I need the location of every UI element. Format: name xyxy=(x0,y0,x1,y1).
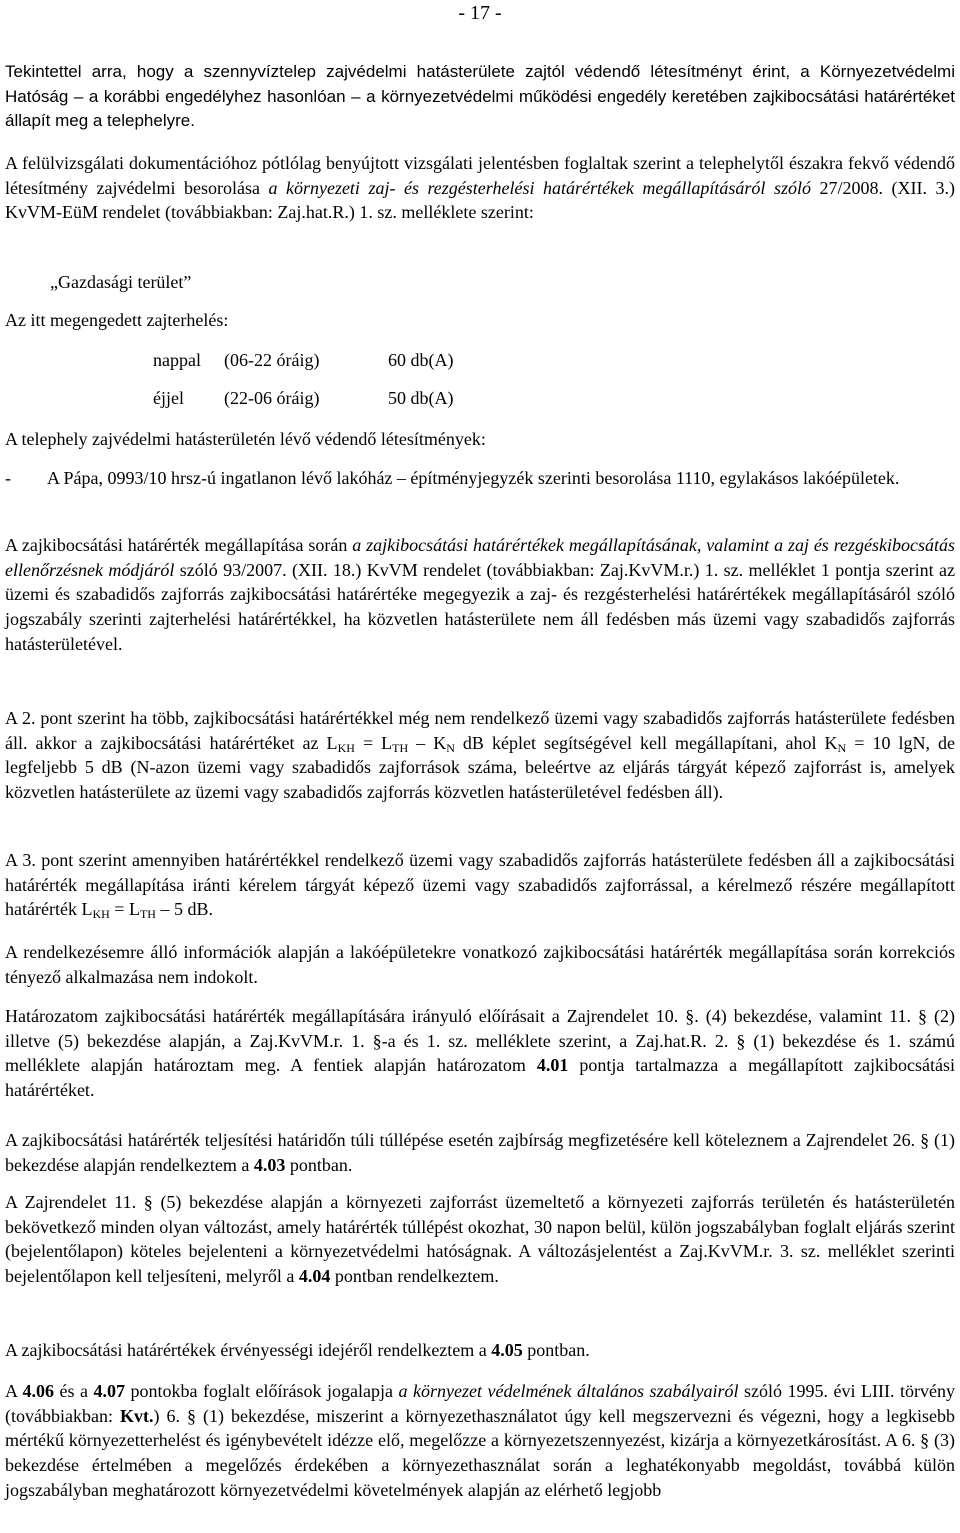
paragraph-4: A zajkibocsátási határérték megállapítása során a zajkibocsátási határértékek megállapításának, valamint a zaj és rezgéskibocsátás ellenőrzésnek módjáról szóló 93/2007. (XII. 18.) KvVM rendelet (továbbiakban: Zaj.KvVM.r.) 1. sz. melléklet 1 pontja szerint az üzemi és szabadidős zajforrás zajkibocsátási határértéke megegyezik a zaj- és rezgésterhelési határértékek megállapításáról szóló jogszabály szerinti zajterhelési határértékkel, ha közvetlen hatásterülete nem áll fedésben más üzemi vagy szabadidős zajforrás hatásterületével. xyxy=(5,535,956,654)
protected-title: A telephely zajvédelmi hatásterületén lévő védendő létesítmények: xyxy=(5,429,486,449)
limit-period: éjjel xyxy=(153,388,184,408)
paragraph-1: Tekintettel arra, hogy a szennyvíztelep zajvédelmi hatásterülete zajtól védendő létesítményt érint, a Környezetvédelmi Hatóság – a korábbi engedélyhez hasonlóan – a környezetvédelmi működési engedély keretében zajkibocsátási határértéket állapít meg a telephelyre. xyxy=(5,62,955,131)
paragraph-9: A zajkibocsátási határérték teljesítési határidőn túli túllépése esetén zajbírság megfizetésére kell köteleznem a Zajrendelet 26. § (1) bekezdése alapján rendelkeztem a 4.03 pontban. xyxy=(5,1130,955,1175)
page-number: - 17 - xyxy=(458,2,502,24)
paragraph-11: A zajkibocsátási határértékek érvényességi idejéről rendelkeztem a 4.05 pontban. xyxy=(5,1340,590,1360)
paragraph-2: A felülvizsgálati dokumentációhoz pótlólag benyújtott vizsgálati jelentésben foglaltak szerint a telephelytől északra fekvő védendő létesítmény zajvédelmi besorolása a környezeti zaj- és rezgésterhelési határértékek megállapításáról szóló 27/2008. (XII. 3.) KvVM-EüM rendelet (továbbiakban: Zaj.hat.R.) 1. sz. melléklete szerint: xyxy=(5,153,955,223)
paragraph-5: A 2. pont szerint ha több, zajkibocsátási határértékkel még nem rendelkező üzemi vagy szabadidős zajforrás hatásterülete fedésben áll. akkor a zajkibocsátási határértéket az $L_{KH} = L_{TH} - K_N$ dB képlet segítségével kell megállapítani, ahol $K_N = 10$ lgN, de legfeljebb 5 dB (N-azon üzemi vagy szabadidős zajforrások száma, beleértve az eljárás tárgyát képező zajforrást is, amelyek közvetlen hatásterülete az üzemi vagy szabadidős zajforrás közvetlen hatásterületével fedésben áll). xyxy=(5,708,956,803)
paragraph-8: Határozatom zajkibocsátási határérték megállapítására irányuló előírásait a Zajrendelet 10. §. (4) bekezdése, valamint 11. § (2) illetve (5) bekezdése alapján, a Zaj.KvVM.r. 1. §-a és 1. sz. melléklete szerint, a Zaj.hat.R. 2. § (1) bekezdése és 1. számú melléklete alapján határoztam meg. A fentiek alapján határozatom 4.01 pontja tartalmazza a megállapított zajkibocsátási határértéket. xyxy=(5,1006,955,1101)
bullet-text: A Pápa, 0993/10 hrsz-ú ingatlanon lévő lakóház – építményjegyzék szerinti besorolása 1110, egylakásos lakóépületek. xyxy=(47,468,900,488)
limit-hours: (06-22 óráig) xyxy=(224,350,320,370)
limit-value: 60 db(A) xyxy=(388,350,454,370)
paragraph-6: A 3. pont szerint amennyiben határértékkel rendelkező üzemi vagy szabadidős zajforrás hatásterülete fedésben áll a zajkibocsátási határérték megállapítása iránti kérelem tárgyát képező üzemi vagy szabadidős zajforrással, a kérelmező részére megállapított határérték $L_{KH} = L_{TH} - 5$ dB. xyxy=(5,850,955,922)
paragraph-12: A 4.06 és a 4.07 pontokba foglalt előírások jogalapja a környezet védelmének általános szabályairól szóló 1995. évi LIII. törvény (továbbiakban: Kvt.) 6. § (1) bekezdése, miszerint a környezethasználatot úgy kell megszervezni és végezni, hogy a legkisebb mértékű környezetterhelést és igénybevételt idézze elő, megelőzze a környezetszennyezést, kizárja a környezetkárosítást. A 6. § (3) bekezdése értelmében a megelőzés érdekében a környezethasználat során a leghatékonyabb megoldást, továbbá külön jogszabályban meghatározott környezetvédelmi követelmények alapján az elérhető legjobb xyxy=(5,1381,955,1500)
bullet-dash: - xyxy=(5,468,11,488)
limit-period: nappal xyxy=(153,350,201,370)
zone-name: „Gazdasági terület” xyxy=(50,272,192,292)
paragraph-7: A rendelkezésemre álló információk alapján a lakóépületekre vonatkozó zajkibocsátási határérték megállapítása során korrekciós tényező alkalmazása nem indokolt. xyxy=(5,942,955,987)
paragraph-10: A Zajrendelet 11. § (5) bekezdése alapján a környezeti zajforrást üzemeltető a környezeti zajforrás területén és hatásterületén bekövetkező minden olyan változást, amely határérték túllépést okozhat, 30 napon belül, külön jogszabályban foglalt eljárás szerint (bejelentőlapon) köteles bejelenteni a környezetvédelmi hatóságnak. A változásjelentést a Zaj.KvVM.r. 3. sz. melléklet szerinti bejelentőlapon kell teljesíteni, melyről a 4.04 pontban rendelkeztem. xyxy=(5,1192,955,1287)
limit-hours: (22-06 óráig) xyxy=(224,388,320,408)
allowed-label: Az itt megengedett zajterhelés: xyxy=(5,310,229,330)
limit-value: 50 db(A) xyxy=(388,388,454,408)
